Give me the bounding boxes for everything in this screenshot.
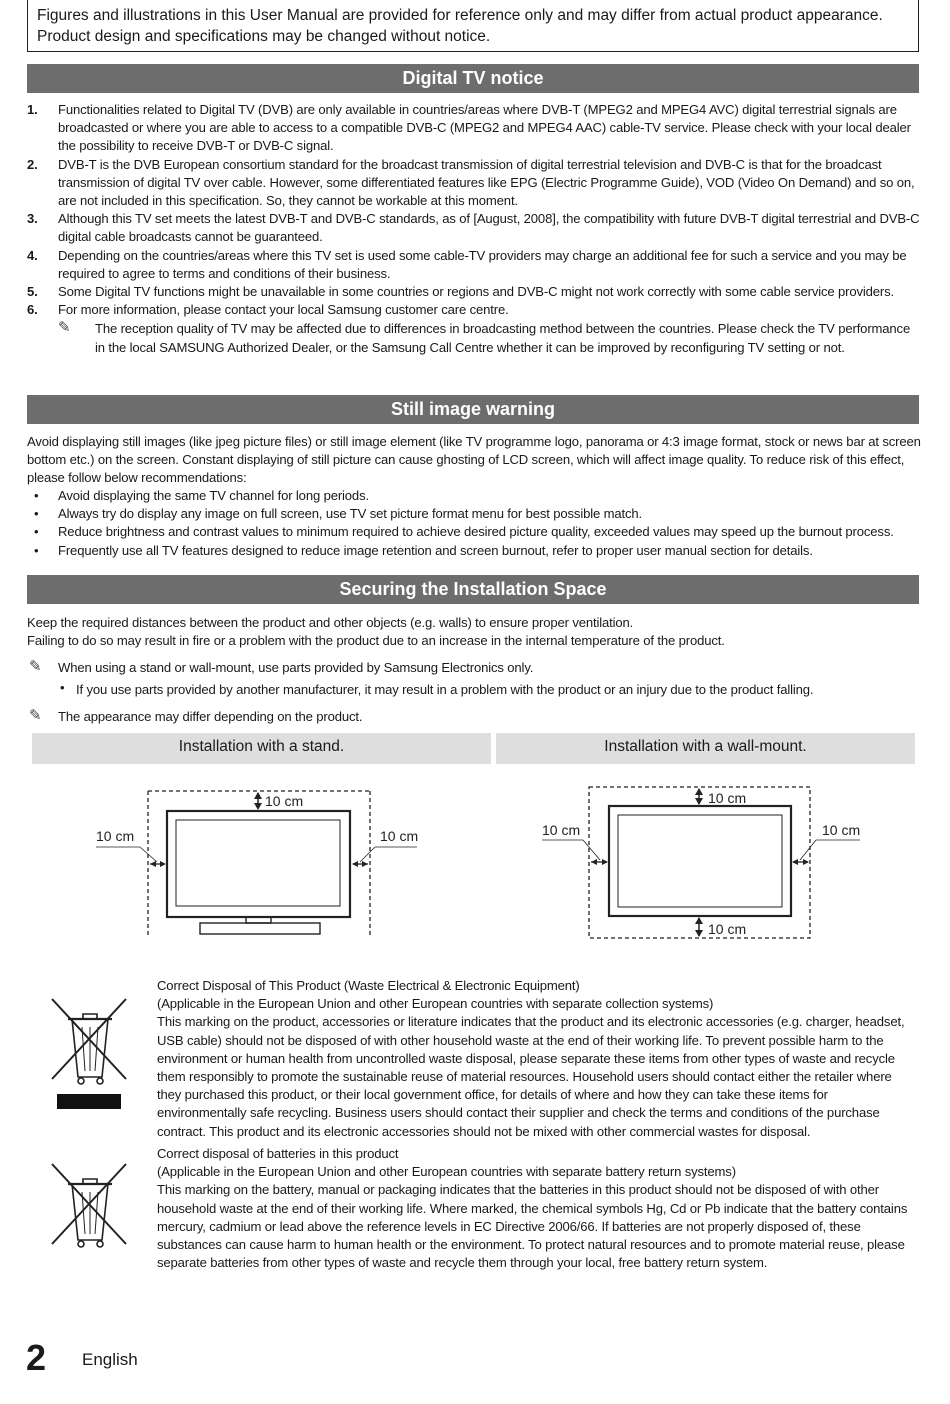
item-text: Although this TV set meets the latest DVB-T and DVB-C standards, as of [August, 2008], the compatibility with future DVB-T digital terrestrial and DVB-C digital cable broadcasts cannot be guaranteed. — [58, 211, 920, 245]
bullet-text: Reduce brightness and contrast values to minimum required to achieve desired picture quality, exceeded values may speed up the burnout process. — [58, 524, 894, 540]
item-number: 1. — [27, 102, 38, 117]
list-item — [27, 505, 922, 523]
list-item — [27, 156, 922, 211]
list-item — [27, 487, 922, 505]
list-item — [27, 301, 922, 319]
item-number: 4. — [27, 247, 38, 263]
list-item — [27, 210, 922, 246]
bullet-text: Frequently use all TV features designed to reduce image retention and screen burnout, refer to proper user manual section for details. — [58, 542, 813, 558]
battery-section — [157, 1145, 919, 1272]
item-number: 3. — [27, 211, 38, 227]
list-item — [27, 101, 922, 156]
bullet-icon: • — [34, 506, 39, 522]
left-distance-label: 10 cm — [96, 828, 135, 844]
left-distance-label: 10 cm — [542, 822, 581, 838]
battery-title: Correct disposal of batteries in this product — [157, 1146, 399, 1161]
item-text: For more information, please contact your local Samsung customer care centre. — [58, 302, 509, 318]
list-item — [27, 247, 922, 283]
pencil-note-icon: ✎ — [29, 707, 42, 724]
bullet-icon: • — [34, 488, 39, 503]
wall-install-heading: Installation with a wall-mount. — [496, 733, 915, 764]
installation-line-2: Failing to do so may result in fire or a problem with the product due to an increase in the internal temperature of the product. — [27, 633, 725, 648]
stand-install-heading: Installation with a stand. — [32, 733, 491, 764]
bullet-text: Avoid displaying the same TV channel for long periods. — [58, 488, 369, 503]
item-text: Functionalities related to Digital TV (DVB) are only available in countries/areas where DVB-T (MPEG2 and MPEG4 AVC) digital terrestrial signals are broadcasted or where you are able to access to a compatible DVB-C (MPEG2 and MPEG4 AAC) cable-TV service. Please check with your local dealer the possibility to receive DVB-T or DVB-C signal. — [58, 102, 911, 154]
list-item — [27, 542, 922, 560]
weee-body: This marking on the product, accessories or literature indicates that the product and its electronic accessories (e.g. charger, headset, USB cable) should not be disposed of with other household waste at the end of their working life. To prevent possible harm to the environment or human health from uncontrolled waste disposal, please separate these items from other types of waste and recycle them responsibly to promote the sustainable reuse of material resources. Household users should contact either the retailer where they purchased this product, or their local government office, for details of where and how they can take these items for environmentally safe recycling. Business users should contact their supplier and check the terms and conditions of the purchase contract. This product and its electronic accessories should not be mixed with other commercial wastes for disposal. — [157, 1014, 905, 1139]
item-number: 6. — [27, 302, 38, 318]
page-language: English — [82, 1350, 138, 1369]
bottom-distance-label: 10 cm — [708, 921, 747, 937]
bullet-icon: • — [34, 524, 39, 540]
weee-subtitle: (Applicable in the European Union and other European countries with separate collection systems) — [157, 996, 714, 1012]
still-image-bullets — [27, 487, 922, 560]
battery-body: This marking on the battery, manual or packaging indicates that the batteries in this product should not be disposed of with other household waste at the end of their working life. Where marked, the chemical symbols Hg, Cd or Pb indicate that the battery contains mercury, cadmium or lead above the reference levels in EC Directive 2006/66. If batteries are not properly disposed of, these substances can cause harm to human health or the environment. To protect natural resources and to promote material reuse, please separate batteries from other types of waste and recycle them through your local, free battery return system. — [157, 1182, 908, 1271]
right-distance-label: 10 cm — [822, 822, 861, 838]
tv-frame-icon — [609, 806, 791, 916]
installation-note-2: The appearance may differ depending on the product. — [58, 709, 363, 724]
crossed-bin-icon — [48, 995, 132, 1115]
item-text: Some Digital TV functions might be unavailable in some countries or regions and DVB-C might not work correctly with some cable service providers. — [58, 284, 895, 300]
weee-title: Correct Disposal of This Product (Waste Electrical & Electronic Equipment) — [157, 978, 580, 993]
bullet-icon: • — [34, 542, 39, 558]
pencil-note-icon: ✎ — [29, 658, 42, 675]
bullet-text: Always try do display any image on full screen, use TV set picture format menu for best possible match. — [58, 506, 642, 522]
weee-section — [157, 977, 919, 1141]
stand-clearance-diagram — [0, 770, 480, 950]
tv-stand-icon — [200, 923, 320, 934]
pencil-note-icon: ✎ — [58, 319, 71, 337]
still-image-intro: Avoid displaying still images (like jpeg picture files) or still image element (like TV programme logo, panorama or 4:3 image format, stock or news bar at screen bottom etc.) on the screen. Constant displaying of still picture can cause ghosting of LCD screen, which will affect image quality. To reduce risk of this effect, please follow below recommendations: — [27, 434, 921, 486]
disclaimer-box: Figures and illustrations in this User Manual are provided for reference only and may differ from actual product appearance. Product design and specifications may be changed without notice. — [27, 0, 919, 52]
list-item — [27, 523, 922, 541]
tv-frame-icon — [167, 811, 350, 917]
list-item — [27, 283, 922, 301]
item-text: Depending on the countries/areas where this TV set is used some cable-TV providers may charge an additional fee for such a service and you may be required to agree to terms and conditions of their business. — [58, 247, 907, 281]
note-text: The reception quality of TV may be affected due to differences in broadcasting method between the countries. Please check the TV performance in the local SAMSUNG Authorized Dealer, or the Samsung Call Centre whether it can be improved by reconfiguring TV setting or not. — [95, 321, 911, 355]
list-item — [27, 320, 922, 356]
item-number: 2. — [27, 156, 38, 172]
reception-note — [58, 320, 922, 356]
page-number: 2 — [26, 1337, 47, 1378]
section-header-digital-tv: Digital TV notice — [27, 64, 919, 93]
top-distance-label: 10 cm — [708, 790, 747, 806]
installation-note-1: When using a stand or wall-mount, use parts provided by Samsung Electronics only. — [58, 660, 534, 675]
digital-tv-list — [27, 101, 922, 357]
item-text: DVB-T is the DVB European consortium standard for the broadcast transmission of digital terrestrial television and DVB-C is that for the broadcast transmission of digital TV over cable. However, some differentiated features like EPG (Electric Programme Guide), VOD (Video On Demand) and so on, are not included in this specification. So, they cannot be workable at this moment. — [58, 156, 915, 209]
wall-mount-clearance-diagram — [480, 770, 950, 950]
installation-line-1: Keep the required distances between the product and other objects (e.g. walls) to ensure proper ventilation. — [27, 615, 634, 630]
section-header-installation: Securing the Installation Space — [27, 575, 919, 604]
installation-sub-bullet: If you use parts provided by another manufacturer, it may result in a problem with the product or an injury due to the product falling. — [76, 682, 814, 697]
crossed-bin-icon — [48, 1160, 132, 1250]
item-number: 5. — [27, 284, 38, 300]
bullet-icon: • — [60, 680, 65, 695]
top-distance-label: 10 cm — [265, 793, 304, 809]
right-distance-label: 10 cm — [380, 828, 419, 844]
battery-subtitle: (Applicable in the European Union and other European countries with separate battery return systems) — [157, 1164, 736, 1180]
section-header-still-image: Still image warning — [27, 395, 919, 424]
